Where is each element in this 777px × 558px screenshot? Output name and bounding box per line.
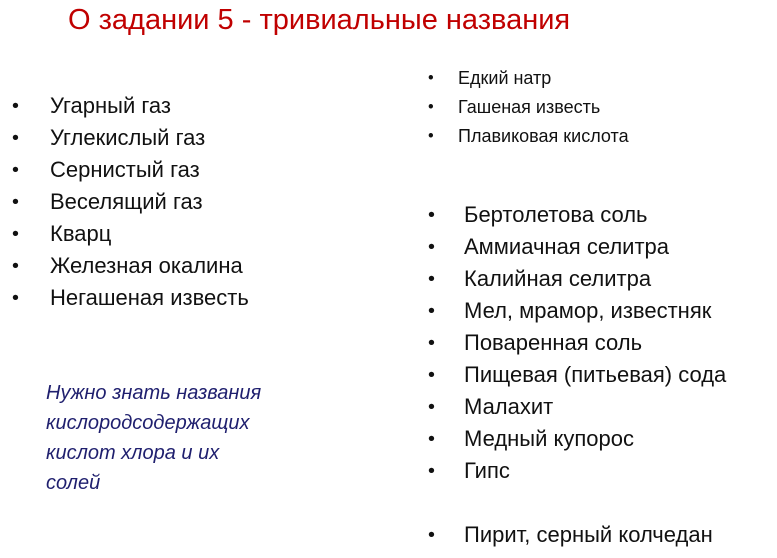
list-item [0, 263, 726, 295]
bullet-icon: • [428, 127, 434, 145]
bullet-icon: • [428, 396, 435, 418]
list-item [0, 231, 726, 263]
note-line: кислородсодержащих [46, 412, 250, 434]
list-item-label: Мел, мрамор, известняк [464, 298, 712, 323]
bullet-icon: • [428, 204, 435, 226]
list-item-label: Малахит [464, 394, 554, 419]
bullet-icon: • [428, 364, 435, 386]
list-item [0, 519, 713, 551]
list-item-label: Бертолетова соль [464, 202, 648, 227]
list-item-label: Плавиковая кислота [458, 126, 629, 146]
list-item [0, 423, 726, 455]
alkali-list [0, 64, 629, 151]
note-line: Нужно знать названия [46, 382, 262, 404]
pyrite-list [0, 519, 713, 551]
bullet-icon: • [428, 236, 435, 258]
list-item-label: Углекислый газ [50, 125, 206, 150]
list-item-label: Железная окалина [50, 253, 243, 278]
list-item [0, 359, 726, 391]
list-item [0, 295, 726, 327]
list-item-label: Поваренная соль [464, 330, 643, 355]
list-item-label: Едкий натр [458, 68, 552, 88]
bullet-icon: • [12, 287, 19, 309]
bullet-icon: • [12, 95, 19, 117]
bullet-icon: • [428, 268, 435, 290]
list-item-label: Пирит, серный колчедан [464, 522, 713, 547]
list-item-label: Гипс [464, 458, 510, 483]
list-item-label: Веселящий газ [50, 189, 203, 214]
bullet-icon: • [428, 332, 435, 354]
list-item [0, 93, 629, 122]
list-item [0, 327, 726, 359]
salts-list [0, 199, 726, 487]
list-item-label: Пищевая (питьевая) сода [464, 362, 727, 387]
bullet-icon: • [12, 255, 19, 277]
bullet-icon: • [428, 460, 435, 482]
list-item [0, 64, 629, 93]
note-line: солей [46, 472, 101, 494]
list-item-label: Угарный газ [50, 93, 171, 118]
bullet-icon: • [12, 159, 19, 181]
bullet-icon: • [428, 69, 434, 87]
note-line: кислот хлора и их [46, 442, 220, 464]
bullet-icon: • [428, 428, 435, 450]
list-item-label: Сернистый газ [50, 157, 200, 182]
list-item-label: Калийная селитра [464, 266, 652, 291]
bullet-icon: • [12, 127, 19, 149]
list-item [0, 122, 629, 151]
list-item-label: Аммиачная селитра [464, 234, 670, 259]
bullet-icon: • [12, 191, 19, 213]
bullet-icon: • [428, 524, 435, 546]
list-item [0, 455, 726, 487]
list-item-label: Гашеная известь [458, 97, 601, 117]
list-item-label: Негашеная известь [50, 285, 249, 310]
list-item [0, 154, 249, 186]
slide-title: О задании 5 - тривиальные названия [68, 4, 571, 36]
bullet-icon: • [12, 223, 19, 245]
bullet-icon: • [428, 300, 435, 322]
list-item-label: Медный купорос [464, 426, 635, 451]
bullet-icon: • [428, 98, 434, 116]
list-item [0, 391, 726, 423]
list-item-label: Кварц [50, 221, 112, 246]
list-item [0, 199, 726, 231]
